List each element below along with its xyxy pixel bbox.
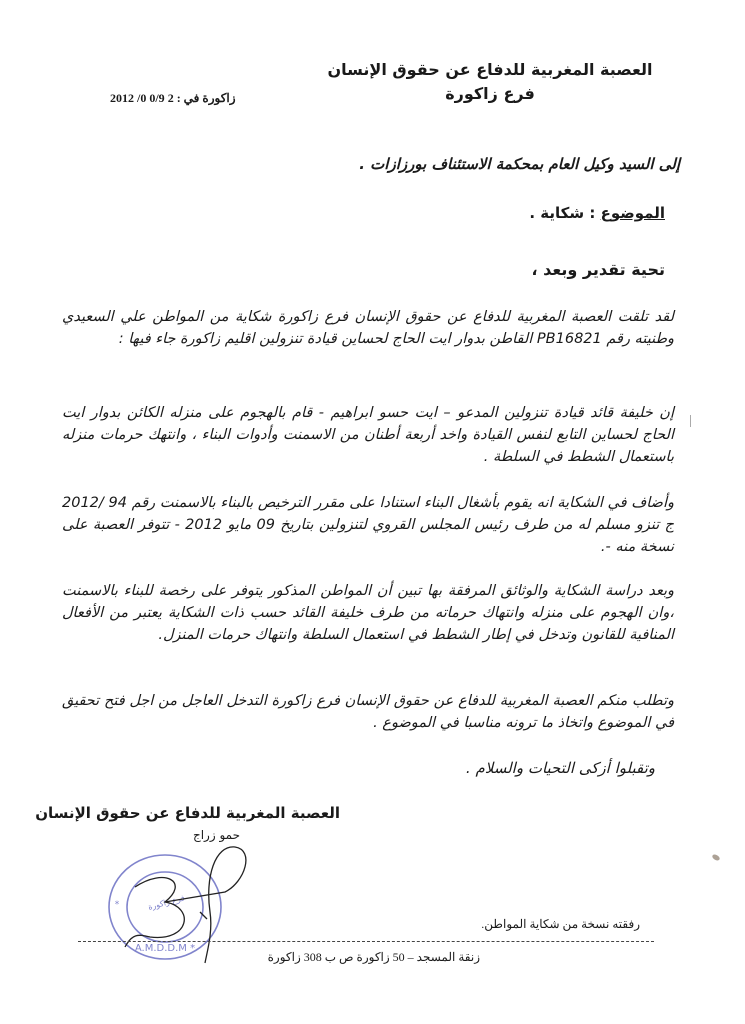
- signatory-name: حمو زراج: [192, 828, 240, 842]
- date-line: زاكورة في : 2 0/9 0/ 2012: [110, 91, 236, 105]
- body-paragraph: وأضاف في الشكاية انه يقوم بأشغال البناء استنادا على مقرر الترخيص بالبناء بالاسمنت رقم 94 /2012 ج تنزو مسلم له من طرف رئيس المجلس القروي لتنزولين بتاريخ 09 مايو 2012 - تتوفر العصبة على نسخة منه -.: [62, 495, 675, 555]
- body-paragraph: وتطلب منكم العصبة المغربية للدفاع عن حقوق الإنسان فرع زاكورة التدخل العاجل من اجل فتح تحقيق في الموضوع واتخاذ ما ترونه مناسبا في الموضوع .: [62, 693, 674, 731]
- body-paragraph: لقد تلقت العصبة المغربية للدفاع عن حقوق الإنسان فرع زاكورة شكاية من المواطن علي السعيدي وطنيته رقم PB16821 القاطن بدوار ايت الحاج لحساين قيادة تنزولين اقليم زاكورة جاء فيها :: [62, 309, 674, 347]
- scan-margin-mark: [690, 415, 691, 427]
- svg-text:*: *: [114, 900, 120, 910]
- footer-address: زنقة المسجد – 50 زاكورة ص ب 308 زاكورة: [267, 950, 480, 964]
- body-paragraph: وبعد دراسة الشكاية والوثائق المرفقة بها تبين أن المواطن المذكور يتوفر على رخصة للبناء بالاسمنت ،وان الهجوم على منزله وانتهاك حرماته من طرف خليفة القائد حسب ذات الشكاية يعتبر من الأفعال المنافية للقانون وتدخل في إطار الشطط في استعمال السلطة وانتهاك حرمات المنزل.: [62, 583, 674, 643]
- addressee: إلى السيد وكيل العام بمحكمة الاستئناف بورزازات .: [359, 155, 680, 173]
- organization-name: العصبة المغربية للدفاع عن حقوق الإنسان: [327, 60, 653, 79]
- closing-salutation: وتقبلوا أزكى التحيات والسلام .: [465, 759, 655, 777]
- svg-text:A.M.D.D.M *: A.M.D.D.M *: [134, 943, 196, 954]
- scan-speck: [711, 853, 720, 861]
- subject-label: الموضوع: [600, 204, 665, 222]
- svg-text:فرع زاكورة: فرع زاكورة: [147, 893, 186, 912]
- subject-value: : شكاية .: [529, 204, 596, 222]
- official-stamp-and-signature: [95, 845, 260, 965]
- attachment-note: رفقته نسخة من شكاية المواطن.: [481, 917, 640, 931]
- signature-organization: العصبة المغربية للدفاع عن حقوق الإنسان: [35, 804, 340, 822]
- stamp-icon: [109, 855, 221, 959]
- branch-name: فرع زاكورة: [445, 84, 535, 103]
- body-paragraph: إن خليفة قائد قيادة تنزولين المدعو – ايت حسو ابراهيم - قام بالهجوم على منزله الكائن بدوار ايت الحاج لحساين التابع لنفس القيادة واخد أربعة أطنان من الاسمنت وأدوات البناء ، وانتهك حرمات منزله باستعمال الشطط في السلطة .: [62, 405, 674, 465]
- subject-line: [420, 203, 665, 223]
- greeting: تحية تقدير وبعد ،: [531, 260, 665, 279]
- footer-divider: [78, 941, 654, 942]
